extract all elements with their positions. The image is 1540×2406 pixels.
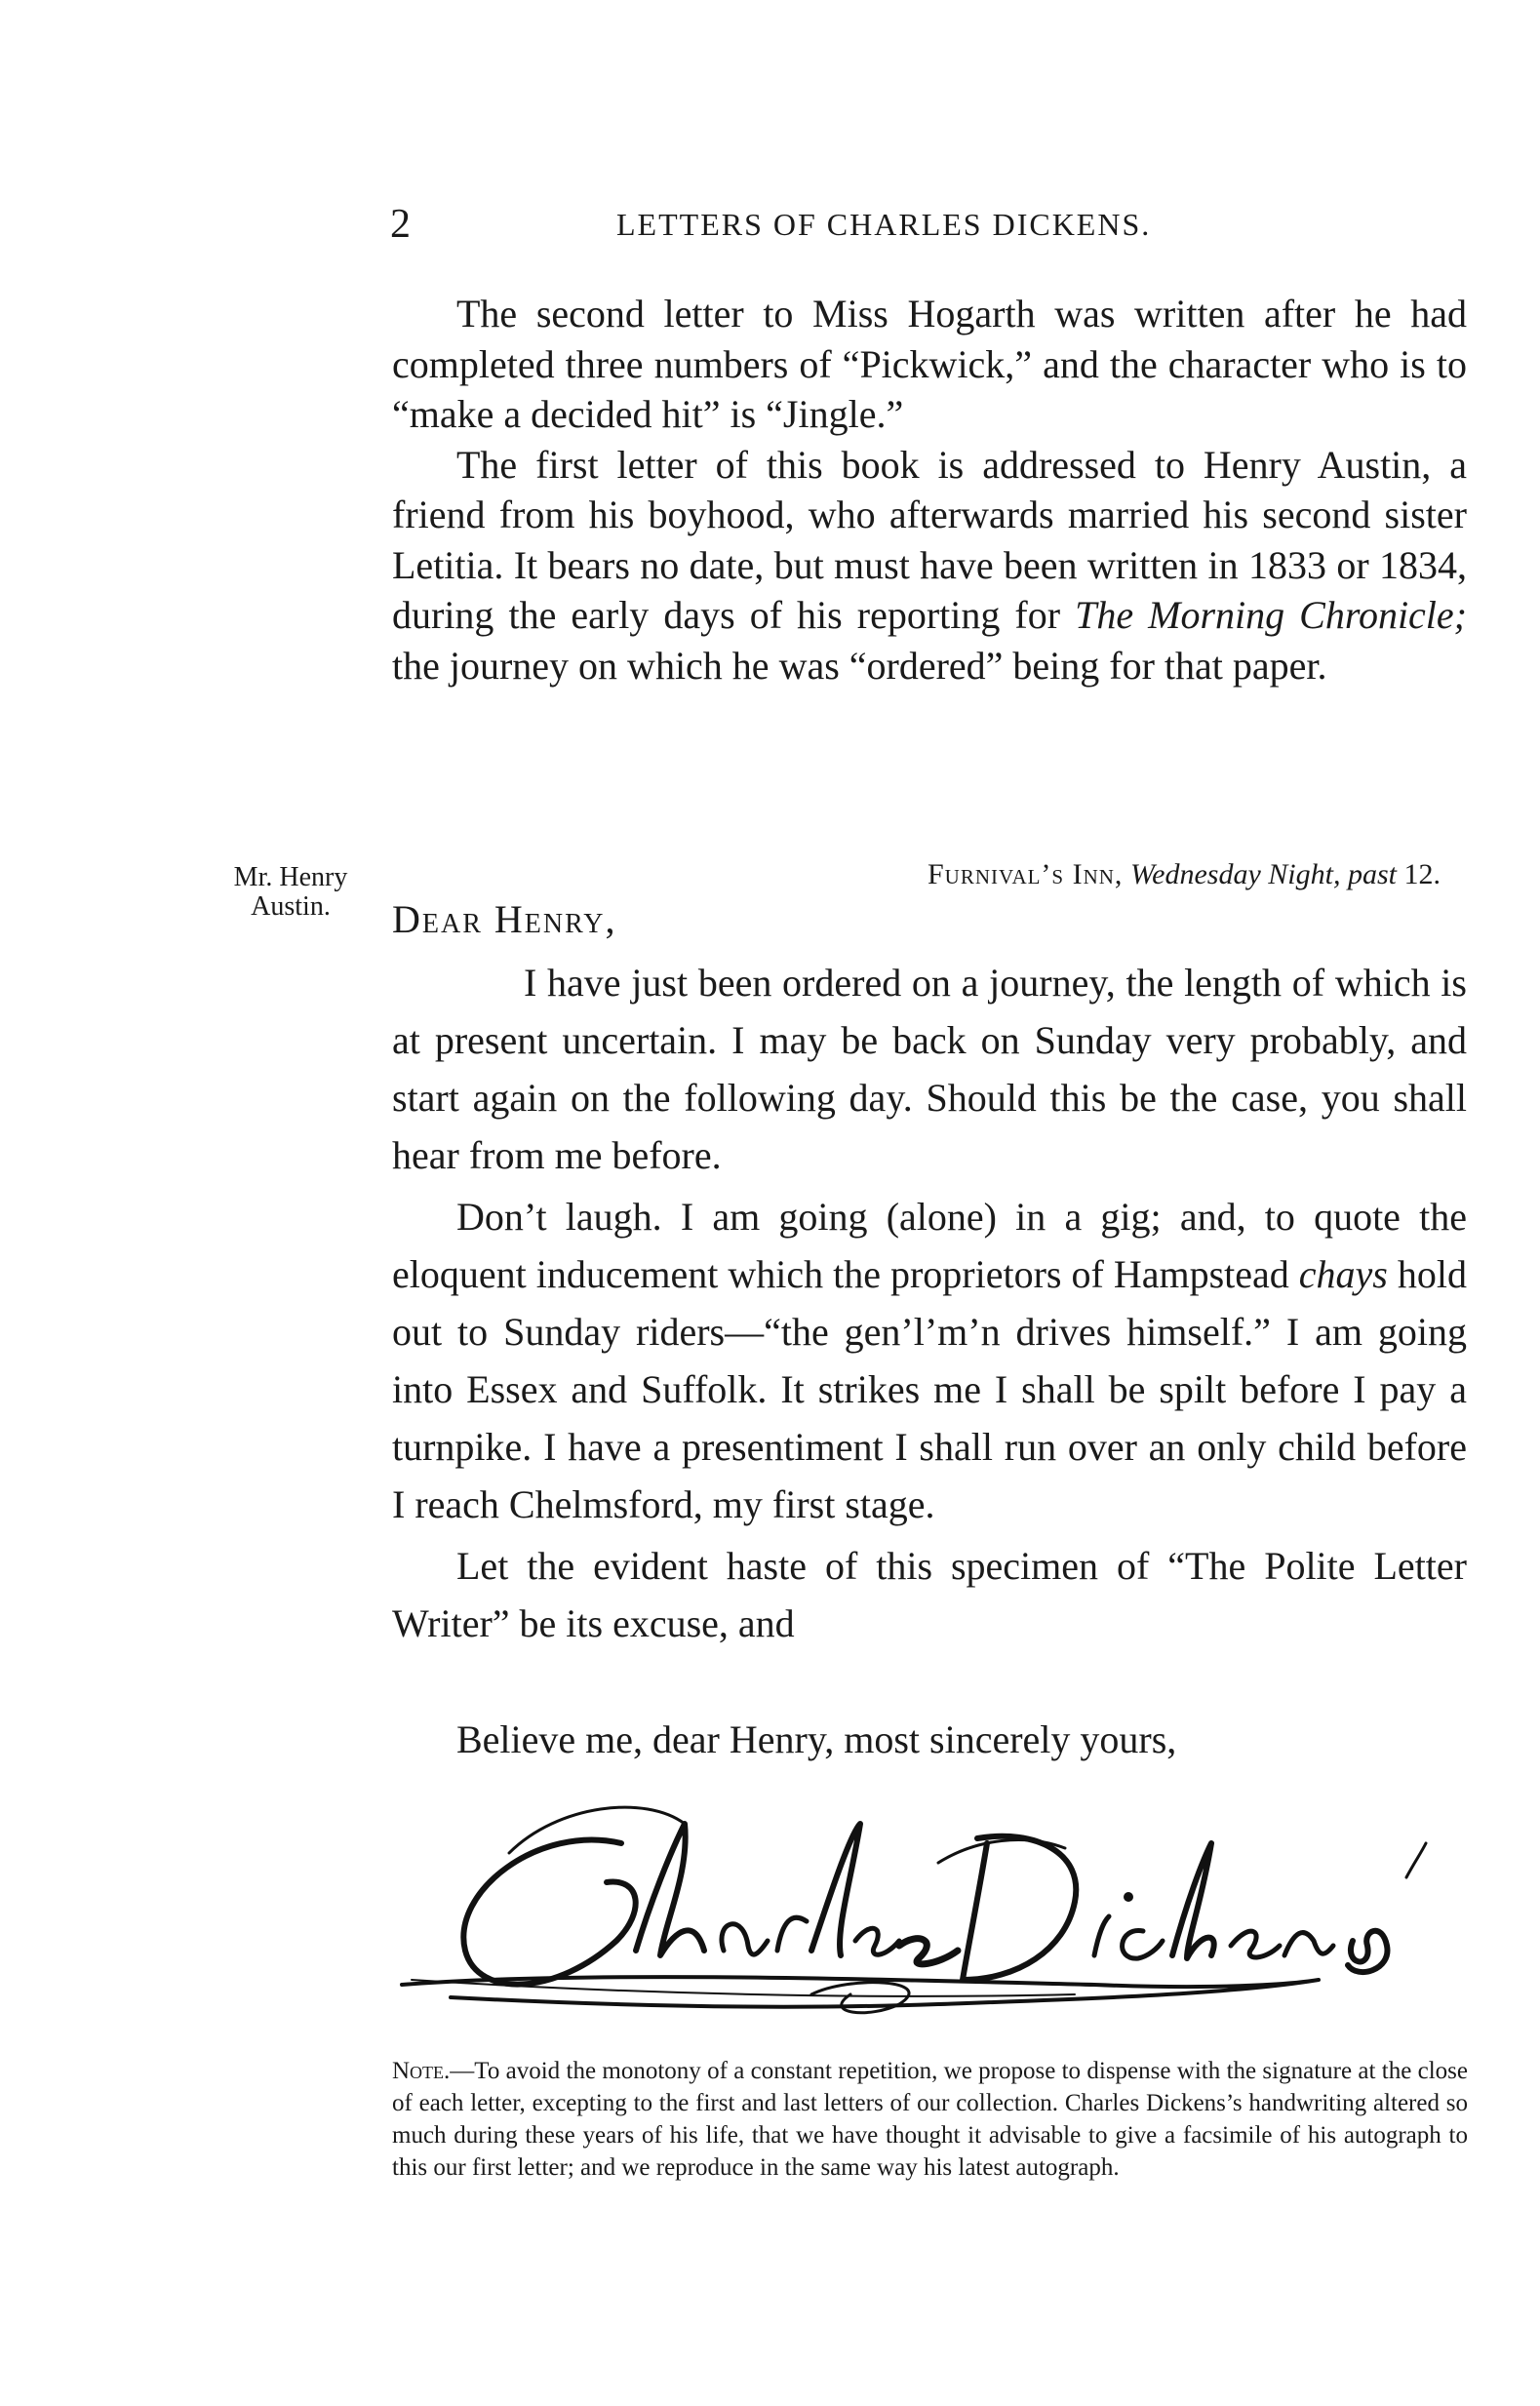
- page-number: 2: [390, 202, 411, 247]
- margin-note-surname: Austin.: [251, 891, 331, 922]
- dateline-time-word: past: [1347, 858, 1397, 890]
- letter-paragraph-3: Let the evident haste of this specimen of “The Polite Letter Writer” be its excuse, and: [392, 1544, 1467, 1645]
- intro-paragraph-2-end: the journey on which he was “ordered” being for that paper.: [392, 643, 1327, 688]
- margin-note-name: Mr. Henry: [233, 862, 348, 892]
- letter-paragraph-2-end: hold out to Sunday riders—“the gen’l’m’n drives himself.” I am going into Essex and Suffolk. It strikes me I shall be spilt before I pay a turnpike. I have a presentiment I shall run over an only child before I reach Chelmsford, my first stage.: [392, 1252, 1467, 1526]
- letter-paragraph-2-start: Don’t laugh. I am going (alone) in a gig; and, to quote the eloquent inducement which the proprietors of Hampstead: [392, 1195, 1467, 1296]
- running-head: LETTERS OF CHARLES DICKENS.: [616, 207, 1152, 242]
- note-label: Note.: [392, 2058, 451, 2084]
- closing: Believe me, dear Henry, most sincerely yours,: [456, 1717, 1177, 1761]
- dateline-time: 12.: [1403, 858, 1441, 890]
- margin-note: [217, 863, 364, 922]
- newspaper-title: The Morning Chronicle;: [1075, 593, 1467, 637]
- editorial-note: [392, 2055, 1468, 2184]
- letter-paragraph-2: [392, 1188, 1467, 1533]
- dateline-day: Wednesday Night,: [1129, 858, 1341, 890]
- signature-facsimile: [392, 1785, 1484, 2024]
- salutation: Dear Henry,: [392, 897, 617, 941]
- dateline: [928, 858, 1441, 891]
- letter-paragraph-1: I have just been ordered on a journey, the length of which is at present uncertain. I may be back on Sunday very probably, and start again on the following day. Should this be the case, you shall hear from me before.: [392, 961, 1467, 1177]
- intro-text: [392, 289, 1467, 690]
- note-text: —To avoid the monotony of a constant repetition, we propose to dispense with the signature at the close of each letter, excepting to the first and last letters of our collection. Charles Dickens’s handwriting altered so much during these years of his life, that we have thought it advisable to give a facsimile of his autograph to this our first letter; and we reproduce in the same way his latest autograph.: [392, 2058, 1468, 2181]
- letter-body: [392, 954, 1467, 1652]
- intro-paragraph-2-start: The first letter of this book is addressed to Henry Austin, a friend from his boyhood, who afterwards married his second sister Letitia. It bears no date, but must have been written in 1833 or 1834, during the early days of his reporting for: [392, 442, 1467, 637]
- intro-paragraph-1: The second letter to Miss Hogarth was written after he had completed three numbers of “Pickwick,” and the character who is to “make a decided hit” is “Jingle.”: [392, 292, 1467, 436]
- italic-word: chays: [1298, 1252, 1388, 1296]
- intro-paragraph-2: [392, 440, 1467, 691]
- dateline-place: Furnival’s Inn,: [927, 858, 1124, 890]
